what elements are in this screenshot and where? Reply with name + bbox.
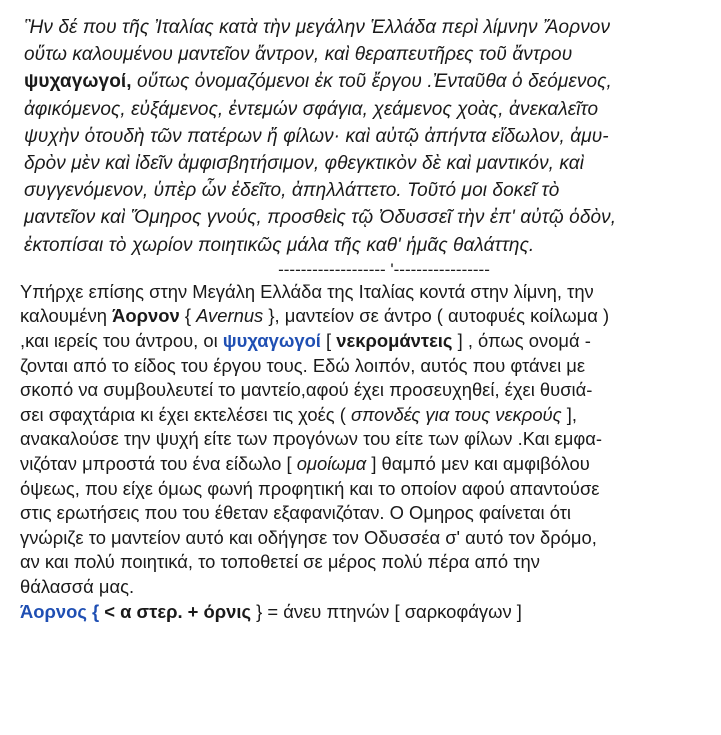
ancient-greek-passage [24, 14, 704, 259]
bracket-open: [ [320, 330, 337, 352]
modern-line-2 [20, 304, 704, 329]
modern-line-8 [20, 452, 704, 477]
section-separator: ------------------- '----------------- [278, 259, 490, 279]
modern-line-13: θάλασσά μας. [20, 575, 135, 597]
modern-line-2-end: }, μαντείον σε άντρο ( αυτοφυές κοίλωμα ) [263, 305, 610, 327]
modern-line-9: όψεως, που είχε όμως φωνή προφητική και το οποίον αφού απαντούσε [20, 477, 600, 499]
modern-line-6-end: ], [561, 403, 577, 425]
ancient-line-6: δρὸν μὲν καὶ ἰδεῖν ἀμφισβητήσιμον, φθεγκτικὸν δὲ καὶ μαντικόν, καὶ [24, 153, 585, 175]
modern-line-8-end: ] θαμπό μεν και αμφιβόλου [366, 452, 590, 474]
modern-line-7: ανακαλούσε την ψυχή είτε των προγόνων του είτε των φίλων .Και εμφα- [20, 428, 603, 450]
ancient-line-8: μαντεῖον καὶ Ὅμηρος γνούς, προσθεὶς τῷ Ὀδυσσεῖ τὴν ἐπ' αὐτῷ ὁδὸν, [24, 207, 617, 229]
modern-line-11: γνώριζε το μαντείον αυτό και οδήγησε τον Οδυσσέα σ' αυτό τον δρόμο, [20, 526, 597, 548]
ancient-line-2: οὕτω καλουμένου μαντεῖον ἄντρον, καὶ θεραπευτῆρες τοῦ ἄντρου [24, 44, 573, 66]
modern-line-12: αν και πολύ ποιητικά, το τοποθετεί σε μέρος πολύ πέρα από την [20, 551, 540, 573]
term-aornos: Άορνος { [20, 600, 100, 622]
term-psychagogoi: ψυχαγωγοί [222, 330, 321, 352]
term-avernus: Avernus [196, 305, 264, 327]
ancient-line-3-rest: οὕτως ὀνομαζόμενοι ἐκ τοῦ ἔργου .Ἐνταῦθα ὁ δεόμενος, [131, 71, 612, 93]
brace-open: { [179, 305, 197, 327]
etymology-derivation: < α στερ. + όρνις [99, 600, 252, 622]
modern-line-4: ζονται από το είδος του έργου τους. Εδώ λοιπόν, αυτός που φτάνει με [20, 354, 586, 376]
modern-line-5: σκοπό να συμβουλευτεί το μαντείο,αφού έχει προσευχηθεί, έχει θυσιά- [20, 379, 593, 401]
term-omoioma: ομοίωμα [296, 452, 367, 474]
modern-line-8-start: νιζόταν μπροστά του ένα είδωλο [ [20, 452, 297, 474]
etymology-meaning: } = άνευ πτηνών [ σαρκοφάγων ] [251, 600, 522, 622]
modern-line-3 [20, 329, 704, 354]
modern-line-3-start: ,και ιερείς του άντρου, οι [20, 330, 223, 352]
etymology-note [20, 600, 704, 625]
term-nekromanteis: νεκρομάντεις [336, 330, 453, 352]
ancient-line-1: Ἣν δέ που τῆς Ἰταλίας κατὰ τὴν μεγάλην Ἑλλάδα περὶ λίμνην Ἄορνον [24, 17, 611, 38]
modern-line-3-end: ] , όπως ονομά - [452, 330, 591, 352]
term-aornon: Άορνον [112, 305, 180, 327]
term-psychagogoi-ancient: ψυχαγωγοί, [24, 71, 132, 93]
term-spondes: σπονδές για τους νεκρούς [350, 403, 562, 425]
modern-line-1: Υπήρχε επίσης στην Μεγάλη Ελλάδα της Ιταλίας κοντά στην λίμνη, την [20, 280, 594, 302]
ancient-line-4: ἀφικόμενος, εὐξάμενος, ἐντεμών σφάγια, χεάμενος χοὰς, ἀνεκαλεῖτο [24, 98, 599, 120]
ancient-line-7: συγγενόμενον, ὑπὲρ ὧν ἐδεῖτο, ἀπηλλάττετο. Τοῦτό μοι δοκεῖ τὸ [24, 180, 560, 202]
modern-line-6 [20, 403, 704, 428]
ancient-line-5: ψυχὴν ὁτουδὴ τῶν πατέρων ἤ φίλων· καὶ αὐτῷ ἀπήντα εἴδωλον, ἀμυ- [24, 125, 609, 147]
modern-line-2-start: καλουμένη [20, 305, 113, 327]
document-page [20, 14, 704, 624]
modern-greek-translation [20, 280, 704, 624]
modern-line-6-start: σει σφαχτάρια κι έχει εκτελέσει τις χοές ( [20, 403, 351, 425]
modern-line-10: στις ερωτήσεις που του έθεταν εξαφανιζόταν. Ο Ομηρος φαίνεται ότι [20, 502, 572, 524]
ancient-line-9: ἐκτοπίσαι τὸ χωρίον ποιητικῶς μάλα τῆς καθ' ἡμᾶς θαλάττης. [24, 234, 535, 256]
ancient-line-3 [24, 68, 704, 95]
